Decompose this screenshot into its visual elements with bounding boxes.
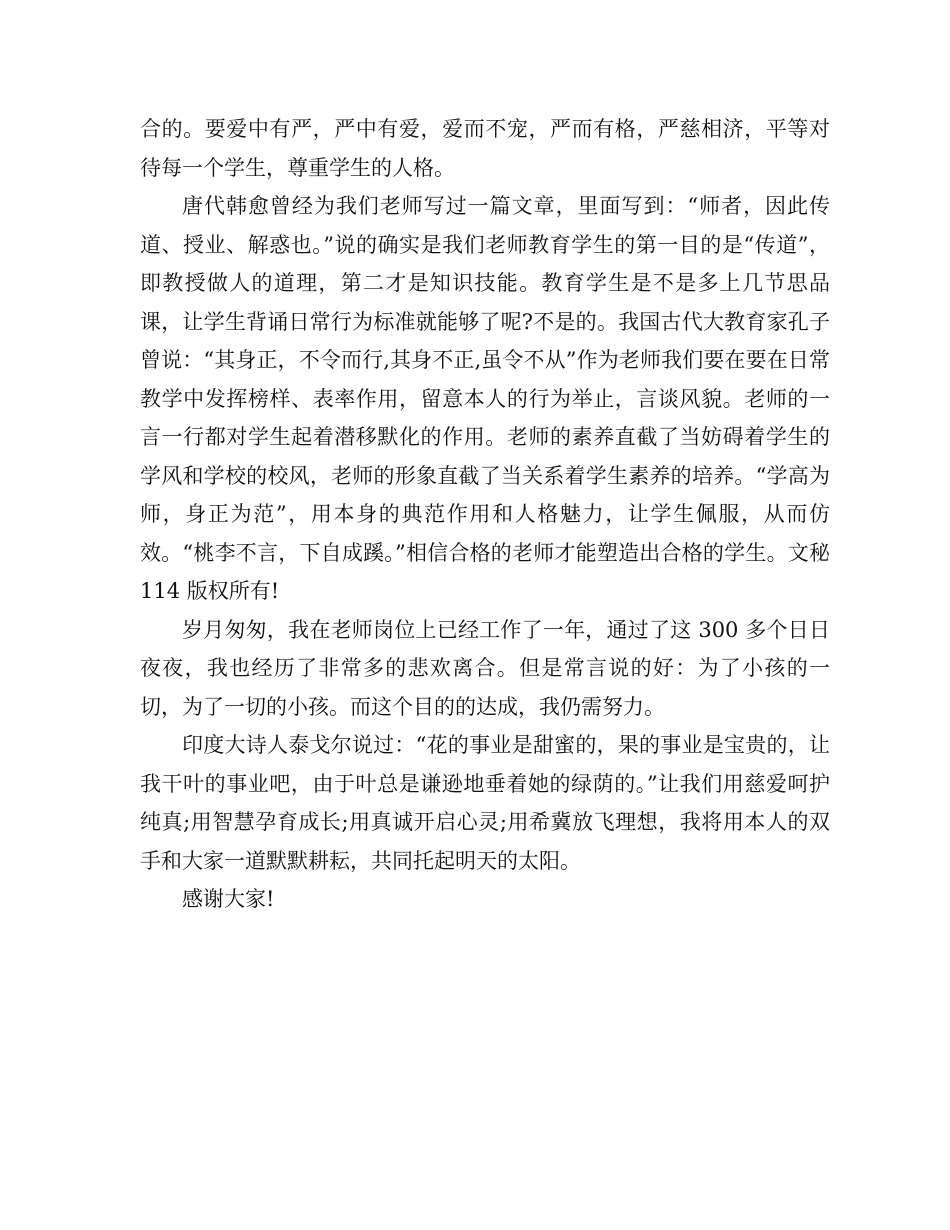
paragraph-2: 唐代韩愈曾经为我们老师写过一篇文章，里面写到：“师者，因此传道、授业、解惑也。”说的确实是我们老师教育学生的第一目的是“传道”，即教授做人的道理，第二才是知识技能。教育学生是不是多上几节思品课，让学生背诵日常行为标准就能够了呢?不是的。我国古代大教育家孔子曾说：“其身正，不令而行,其身不正,虽令不从”作为老师我们要在要在日常教学中发挥榜样、表率作用，留意本人的行为举止，言谈风貌。老师的一言一行都对学生起着潜移默化的作用。老师的素养直截了当妨碍着学生的学风和学校的校风，老师的形象直截了当关系着学生素养的培养。“学高为师，身正为范”，用本身的典范作用和人格魅力，让学生佩服，从而仿效。“桃李不言，下自成蹊。”相信合格的老师才能塑造出合格的学生。文秘 114 版权所有! (140, 194, 830, 603)
paragraph-1: 合的。要爱中有严，严中有爱，爱而不宠，严而有格，严慈相济，平等对待每一个学生，尊重学生的人格。 (140, 117, 830, 180)
document-body (140, 110, 830, 919)
paragraph-3: 岁月匆匆，我在老师岗位上已经工作了一年，通过了这 300 多个日日夜夜，我也经历了非常多的悲欢离合。但是常言说的好：为了小孩的一切，为了一切的小孩。而这个目的的达成，我仍需努力。 (140, 617, 830, 719)
paragraph-4: 印度大诗人泰戈尔说过：“花的事业是甜蜜的，果的事业是宝贵的，让我干叶的事业吧，由于叶总是谦逊地垂着她的绿荫的。”让我们用慈爱呵护纯真;用智慧孕育成长;用真诚开启心灵;用希冀放飞理想，我将用本人的双手和大家一道默默耕耘，共同托起明天的太阳。 (140, 733, 830, 873)
paragraph-5: 感谢大家! (182, 887, 275, 911)
